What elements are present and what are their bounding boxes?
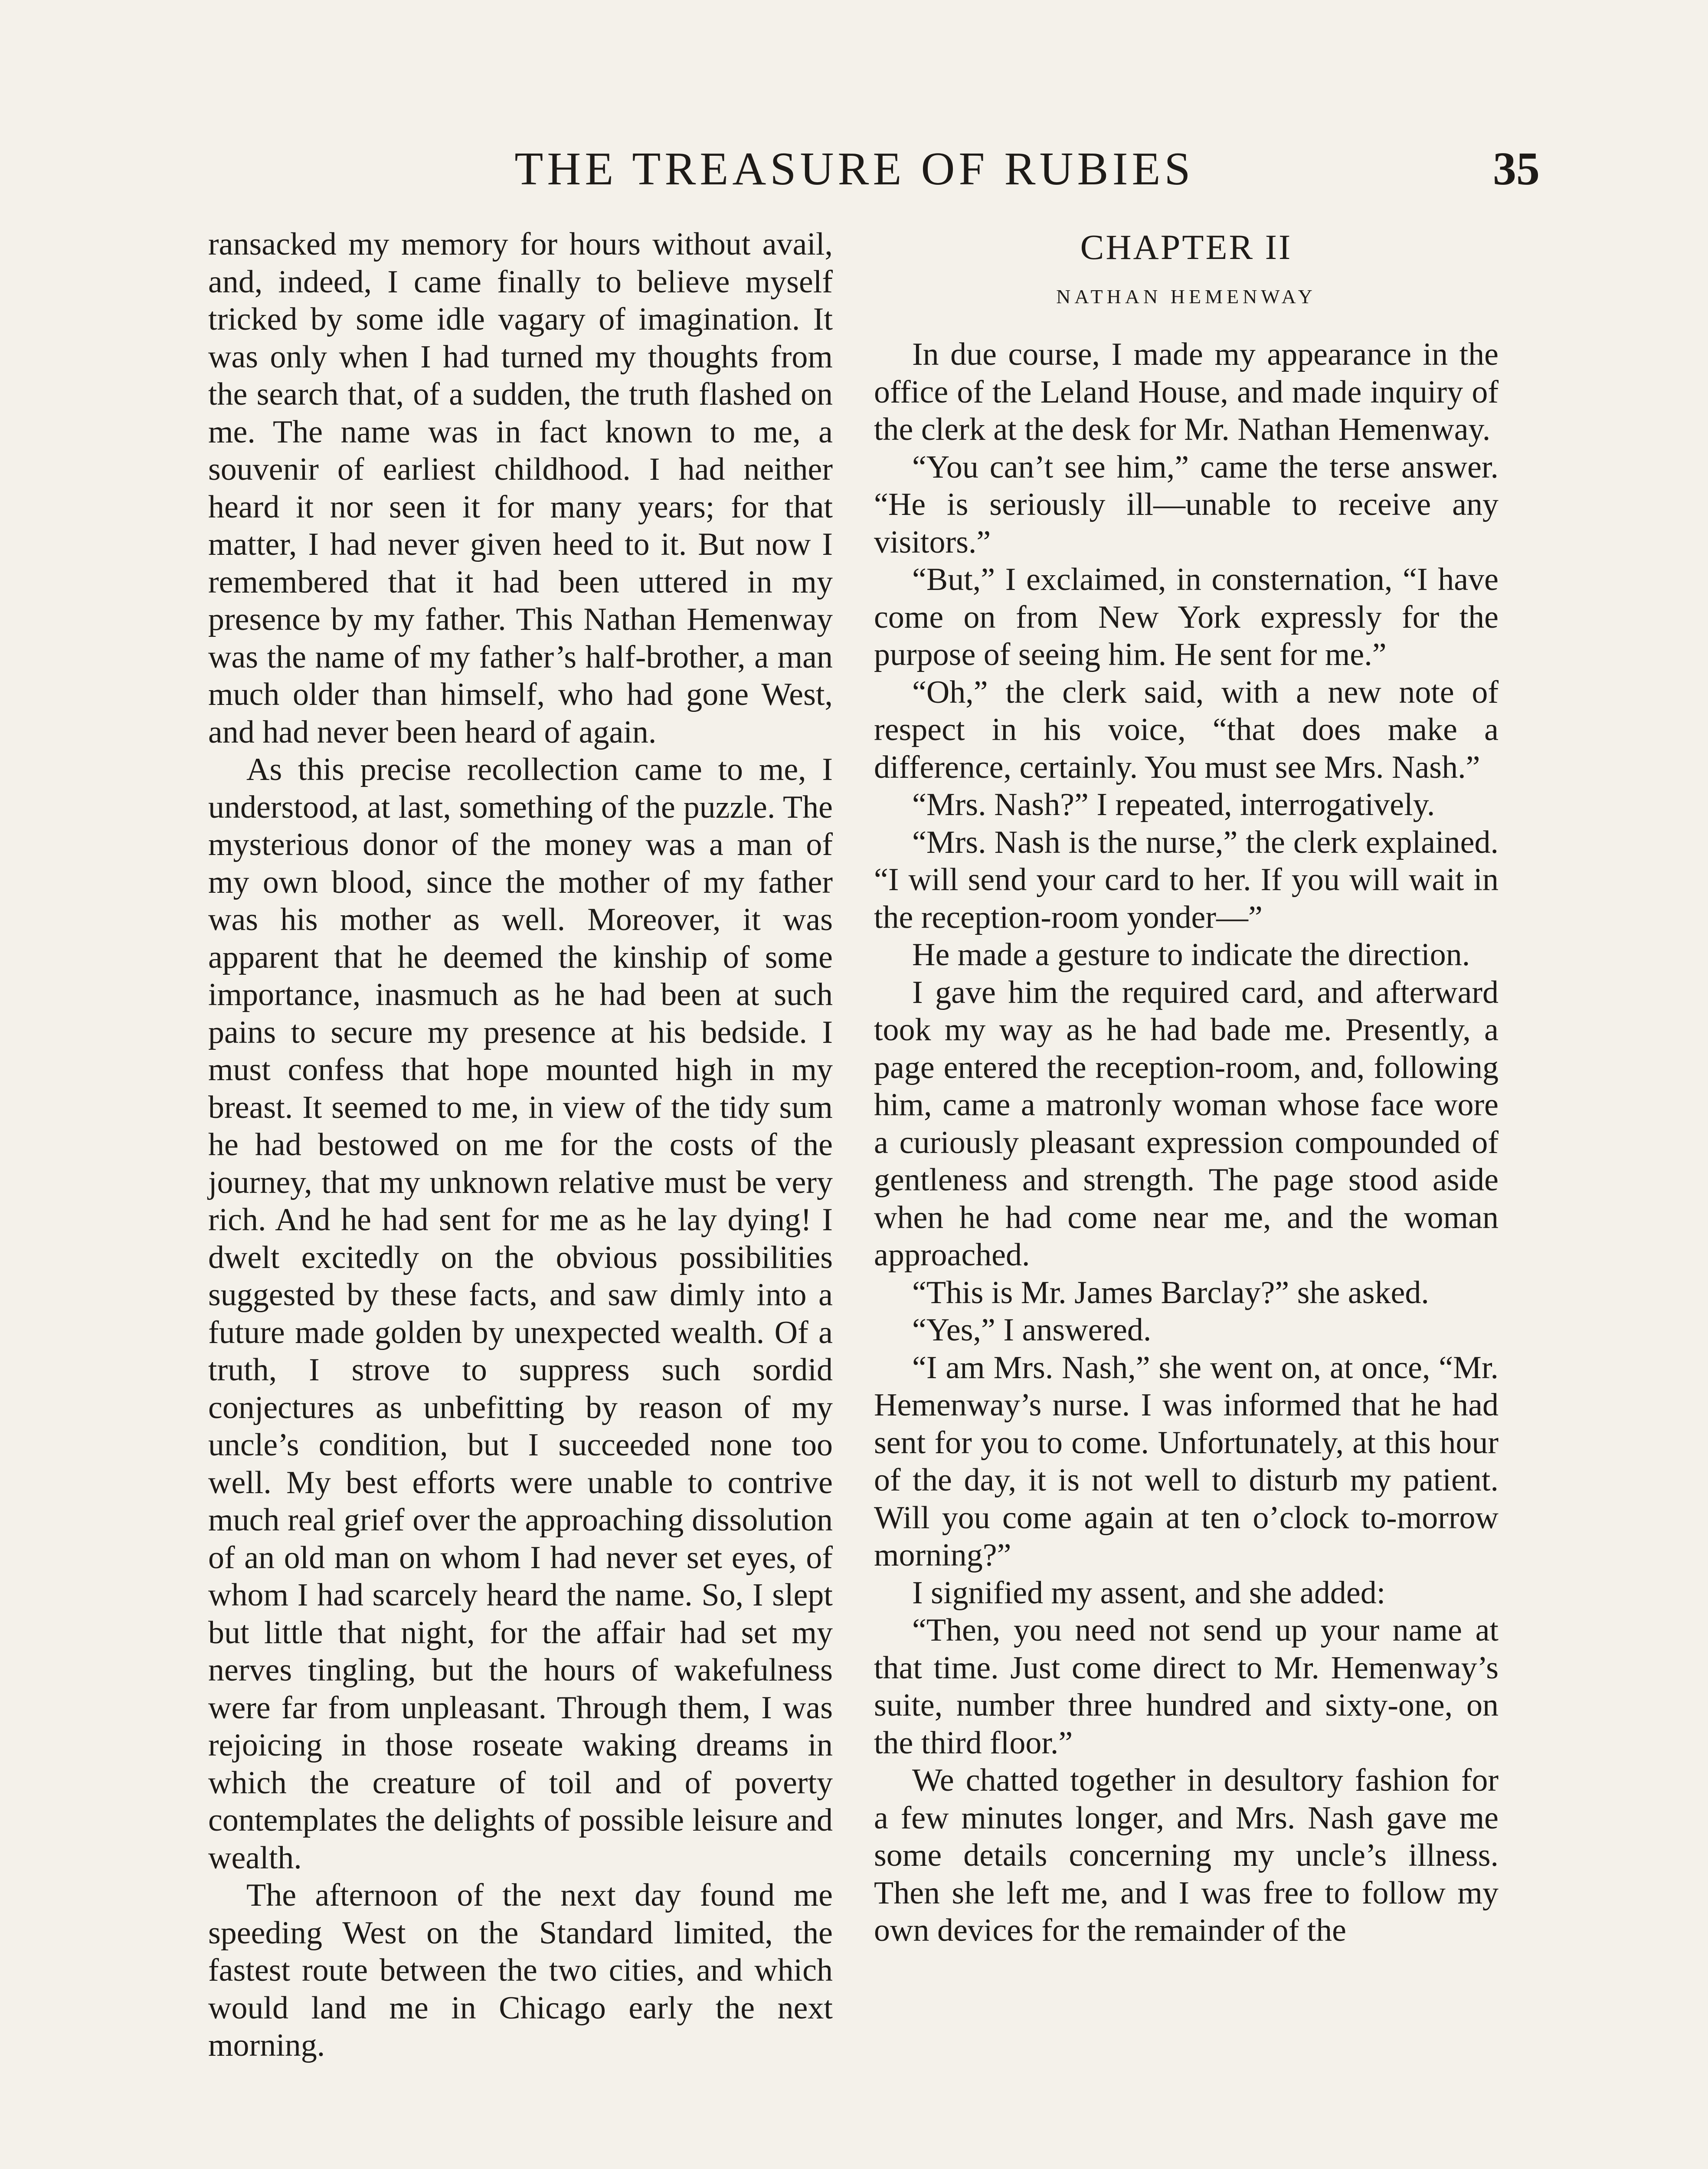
paragraph: In due course, I made my appearance in the office of the Leland House, and made inquiry of the clerk at the desk for Mr. Nathan Hemenway. bbox=[874, 337, 1499, 447]
paragraph: I gave him the required card, and afterward took my way as he had bade me. Presently, a page entered the reception-room, and, following him, came a matronly woman whose face wore a curiously pleasant expression compounded of gentleness and strength. The page stood aside when he had come near me, and the woman approached. bbox=[874, 974, 1499, 1273]
paragraph: “You can’t see him,” came the terse answer. “He is seriously ill—unable to receive any visitors.” bbox=[874, 449, 1499, 560]
running-head bbox=[204, 130, 1540, 208]
paragraph: He made a gesture to indicate the direction. bbox=[912, 937, 1470, 973]
chapter-heading: CHAPTER II bbox=[1080, 227, 1292, 267]
chapter-subtitle: NATHAN HEMENWAY bbox=[1056, 285, 1316, 308]
paragraph: ransacked my memory for hours without avail, and, indeed, I came finally to believe myself tricked by some idle vagary of imagination. It was only when I had turned my thoughts from the search that, of a sudden, the truth flashed on me. The name was in fact known to me, a souvenir of earliest childhood. I had neither heard it nor seen it for many years; for that matter, I had never given heed to it. But now I remembered that it had been uttered in my presence by my father. This Nathan Hemenway was the name of my father’s half-brother, a man much older than himself, who had gone West, and had never been heard of again. bbox=[208, 226, 833, 750]
paragraph: As this precise recollection came to me, I understood, at last, something of the puzzle. The mysterious donor of the money was a man of my own blood, since the mother of my father was his mother as well. Moreover, it was apparent that he deemed the kinship of some importance, inasmuch as he had been at such pains to secure my presence at his bedside. I must confess that hope mounted high in my breast. It seemed to me, in view of the tidy sum he had bestowed on me for the costs of the journey, that my unknown relative must be very rich. And he had sent for me as he lay dying! I dwelt excitedly on the obvious possibilities suggested by these facts, and saw dimly into a future made golden by unexpected wealth. Of a truth, I strove to suppress such sordid conjectures as unbefitting by reason of my uncle’s condition, but I succeeded none too well. My best efforts were unable to contrive much real grief over the approaching dissolution of an old man on whom I had never set eyes, of whom I had scarcely heard the name. So, I slept but little that night, for the affair had set my nerves tingling, but the hours of wakefulness were far from unpleasant. Through them, I was rejoicing in those roseate waking dreams in which the creature of toil and of poverty contemplates the delights of possible leisure and wealth. bbox=[208, 752, 833, 1876]
paragraph: “Then, you need not send up your name at that time. Just come direct to Mr. Hemenway’s suite, number three hundred and sixty-one, on the third floor.” bbox=[874, 1612, 1499, 1761]
paragraph: “Mrs. Nash is the nurse,” the clerk explained. “I will send your card to her. If you will wait in the reception-room yonder—” bbox=[874, 824, 1499, 935]
paragraph: “Oh,” the clerk said, with a new note of respect in his voice, “that does make a difference, certainly. You must see Mrs. Nash.” bbox=[874, 674, 1499, 785]
page-number: 35 bbox=[1493, 143, 1540, 195]
paragraph: “This is Mr. James Barclay?” she asked. bbox=[912, 1275, 1429, 1311]
paragraph: “But,” I exclaimed, in consternation, “I have come on from New York expressly for the purpose of seeing him. He sent for me.” bbox=[874, 562, 1499, 672]
paragraph: “I am Mrs. Nash,” she went on, at once, “Mr. Hemenway’s nurse. I was informed that he had sent for you to come. Unfortunately, at this hour of the day, it is not well to disturb my patient. Will you come again at ten o’clock to-morrow morning?” bbox=[874, 1350, 1499, 1573]
right-column bbox=[874, 226, 1499, 1949]
paragraph: “Yes,” I answered. bbox=[912, 1312, 1152, 1348]
paragraph: “Mrs. Nash?” I repeated, interrogatively. bbox=[912, 787, 1435, 822]
running-title: THE TREASURE OF RUBIES bbox=[514, 143, 1194, 195]
paragraph: I signified my assent, and she added: bbox=[912, 1575, 1386, 1611]
paragraph: The afternoon of the next day found me speeding West on the Standard limited, the fastest route between the two cities, and which would land me in Chicago early the next morning. bbox=[208, 1877, 833, 2063]
left-column bbox=[208, 226, 833, 2064]
paragraph: We chatted together in desultory fashion for a few minutes longer, and Mrs. Nash gave me some details concerning my uncle’s illness. Then she left me, and I was free to follow my own devices for the remainder of the bbox=[874, 1763, 1499, 1948]
